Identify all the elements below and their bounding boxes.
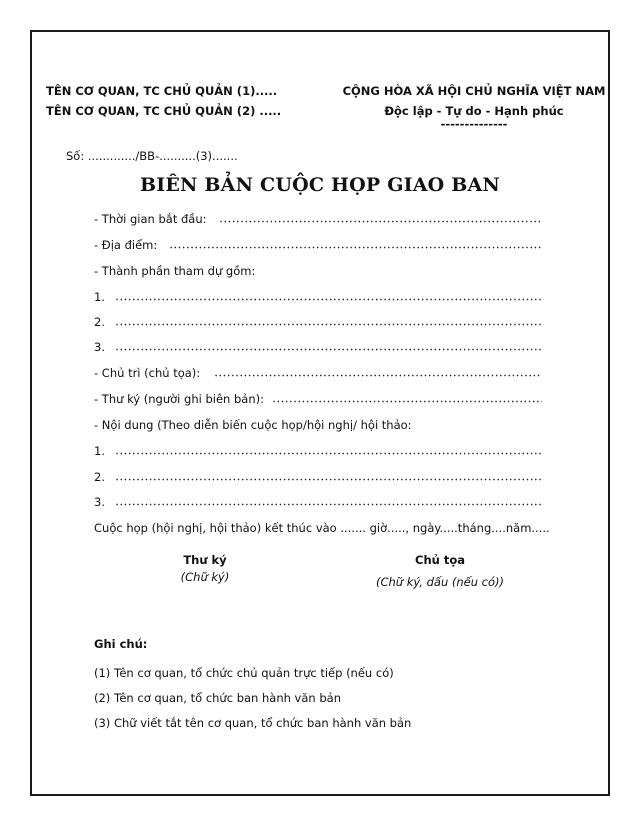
note-item-2: (2) Tên cơ quan, tổ chức ban hành văn bản (94, 691, 341, 705)
field-label: - Thời gian bắt đầu: (94, 212, 207, 226)
field-label: - Chủ trì (chủ tọa): (94, 366, 201, 380)
dotted-fill-line (115, 341, 542, 351)
participant-item-1 (94, 290, 542, 304)
item-number: 3. (94, 495, 105, 509)
field-label: - Địa điểm: (94, 238, 158, 252)
content-item-2 (94, 470, 542, 484)
agency-parent-name: TÊN CƠ QUAN, TC CHỦ QUẢN (1)..... (46, 84, 278, 98)
field-label: - Nội dung (Theo diễn biến cuộc họp/hội nghị/ hội thảo: (94, 418, 412, 432)
national-motto: Độc lập - Tự do - Hạnh phúc (384, 104, 564, 118)
motto-underline: -------------- (440, 117, 508, 131)
chair-signature-title: Chủ tọa (415, 553, 465, 567)
field-participants (94, 264, 542, 278)
field-start-time (94, 212, 542, 226)
content-item-3 (94, 495, 542, 509)
dotted-fill-line (115, 471, 542, 481)
document-number: Số: ............./BB-..........(3)....... (66, 149, 238, 163)
item-number: 2. (94, 470, 105, 484)
secretary-signature-note: (Chữ ký) (180, 570, 230, 584)
secretary-signature-title: Thư ký (183, 553, 227, 567)
participant-item-2 (94, 315, 542, 329)
agency-name: TÊN CƠ QUAN, TC CHỦ QUẢN (2) ..... (46, 104, 282, 118)
item-number: 2. (94, 315, 105, 329)
national-title: CỘNG HÒA XÃ HỘI CHỦ NGHĨA VIỆT NAM (342, 84, 606, 98)
item-number: 1. (94, 444, 105, 458)
notes-heading: Ghi chú: (94, 637, 148, 651)
note-item-3: (3) Chữ viết tắt tên cơ quan, tổ chức ban hành văn bản (94, 716, 412, 730)
chair-signature-note: (Chữ ký, dấu (nếu có)) (375, 575, 505, 589)
field-label: - Thành phần tham dự gồm: (94, 264, 256, 278)
dotted-fill-line (272, 393, 542, 403)
field-secretary (94, 392, 542, 406)
item-number: 3. (94, 340, 105, 354)
dotted-fill-line (115, 496, 542, 506)
document-title: BIÊN BẢN CUỘC HỌP GIAO BAN (140, 174, 500, 196)
field-chair (94, 366, 542, 380)
dotted-fill-line (115, 316, 542, 326)
content-item-1 (94, 444, 542, 458)
field-content (94, 418, 542, 432)
dotted-fill-line (169, 239, 542, 249)
item-number: 1. (94, 290, 105, 304)
field-location (94, 238, 542, 252)
participant-item-3 (94, 340, 542, 354)
field-label: - Thư ký (người ghi biên bản): (94, 392, 264, 406)
dotted-fill-line (214, 367, 542, 377)
closing-line: Cuộc họp (hội nghị, hội thảo) kết thúc vào ....... giờ....., ngày.....tháng....năm..... (94, 521, 550, 535)
dotted-fill-line (115, 445, 542, 455)
note-item-1: (1) Tên cơ quan, tổ chức chủ quản trực tiếp (nếu có) (94, 666, 394, 680)
dotted-fill-line (219, 213, 542, 223)
dotted-fill-line (115, 291, 542, 301)
document-border (30, 30, 610, 796)
